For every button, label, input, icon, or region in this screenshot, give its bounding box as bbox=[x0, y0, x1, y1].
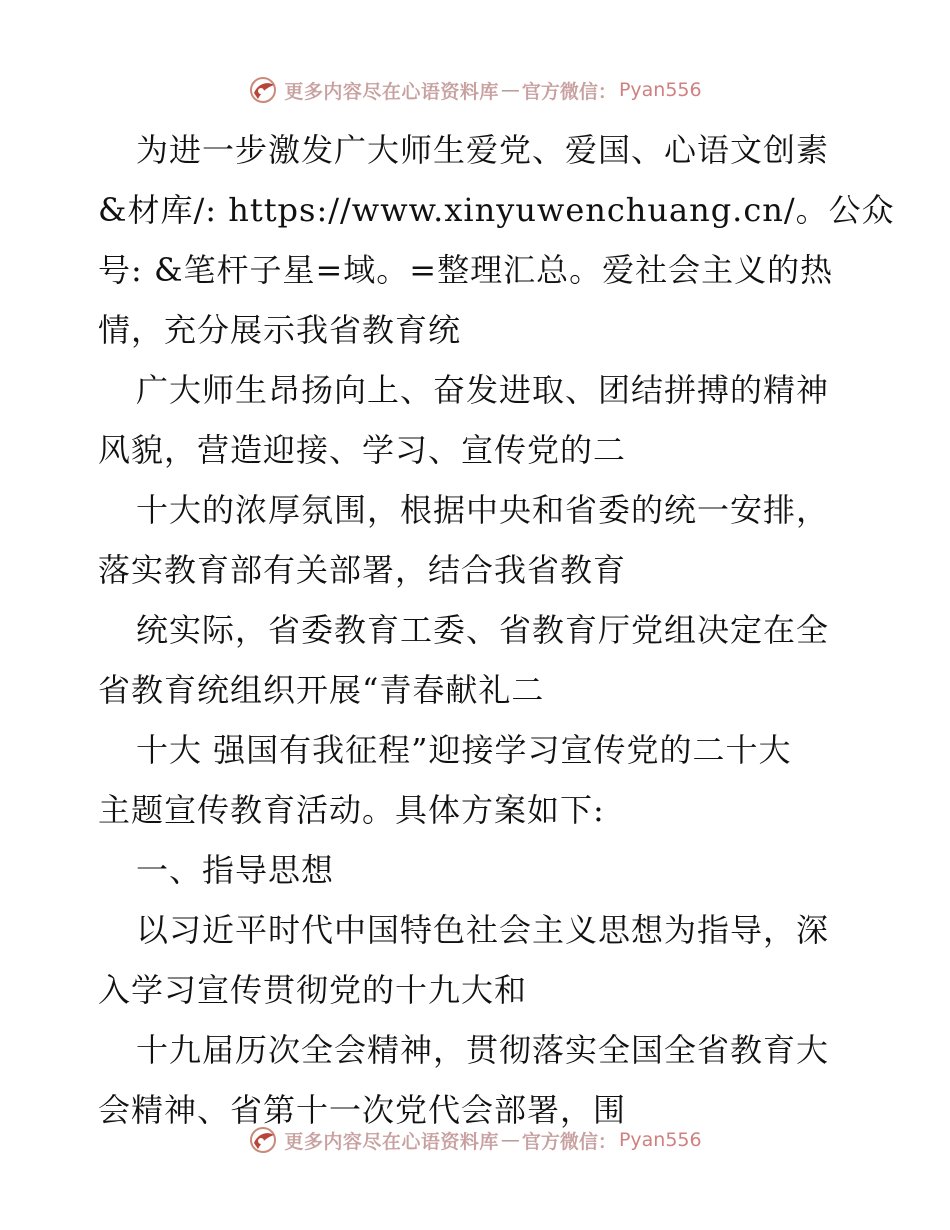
document-body bbox=[98, 120, 895, 1140]
paragraph-line: 广大师生昂扬向上、奋发进取、团结拼搏的精神 bbox=[136, 371, 830, 409]
paragraph-line: 为进一步激发广大师生爱党、爱国、心语文创素 bbox=[136, 131, 830, 169]
footer-watermark bbox=[0, 1120, 950, 1160]
paragraph-line: 省教育统组织开展“青春献礼二 bbox=[98, 671, 545, 709]
paragraph-line: &材库/: https://www.xinyuwenchuang.cn/。公众 bbox=[98, 191, 895, 229]
paragraph-line: 号: &笔杆子星=域。=整理汇总。爱社会主义的热 bbox=[98, 251, 834, 289]
header-separator: — bbox=[500, 79, 520, 101]
paragraph-line: 情，充分展示我省教育统 bbox=[98, 311, 462, 349]
paragraph-line: 主题宣传教育活动。具体方案如下: bbox=[98, 791, 605, 829]
paragraph-line: 会精神、省第十一次党代会部署，围 bbox=[98, 1091, 627, 1129]
section-heading: 一、指导思想 bbox=[136, 851, 335, 889]
header-main-text: 更多内容尽在心语资料库 bbox=[284, 80, 499, 103]
paragraph-line: 十大 强国有我征程”迎接学习宣传党的二十大 bbox=[136, 731, 792, 769]
paragraph-line: 风貌，营造迎接、学习、宣传党的二 bbox=[98, 431, 627, 469]
paragraph-line: 十大的浓厚氛围，根据中央和省委的统一安排， bbox=[136, 491, 830, 529]
paragraph-line: 落实教育部有关部署，结合我省教育 bbox=[98, 551, 627, 589]
logo-icon bbox=[248, 1125, 278, 1155]
header-wechat-id: Pyan556 bbox=[618, 79, 702, 101]
footer-wechat-label: 官方微信： bbox=[521, 1130, 617, 1153]
paragraph-line: 统实际，省委教育工委、省教育厅党组决定在全 bbox=[136, 611, 830, 649]
logo-icon bbox=[248, 75, 278, 105]
footer-separator: — bbox=[500, 1129, 520, 1151]
paragraph-line: 以习近平时代中国特色社会主义思想为指导，深 bbox=[136, 911, 830, 949]
paragraph-line: 十九届历次全会精神，贯彻落实全国全省教育大 bbox=[136, 1031, 830, 1069]
footer-main-text: 更多内容尽在心语资料库 bbox=[284, 1130, 499, 1153]
header-watermark bbox=[0, 70, 950, 110]
header-wechat-label: 官方微信： bbox=[521, 80, 617, 103]
footer-wechat-id: Pyan556 bbox=[618, 1129, 702, 1151]
paragraph-line: 入学习宣传贯彻党的十九大和 bbox=[98, 971, 528, 1009]
